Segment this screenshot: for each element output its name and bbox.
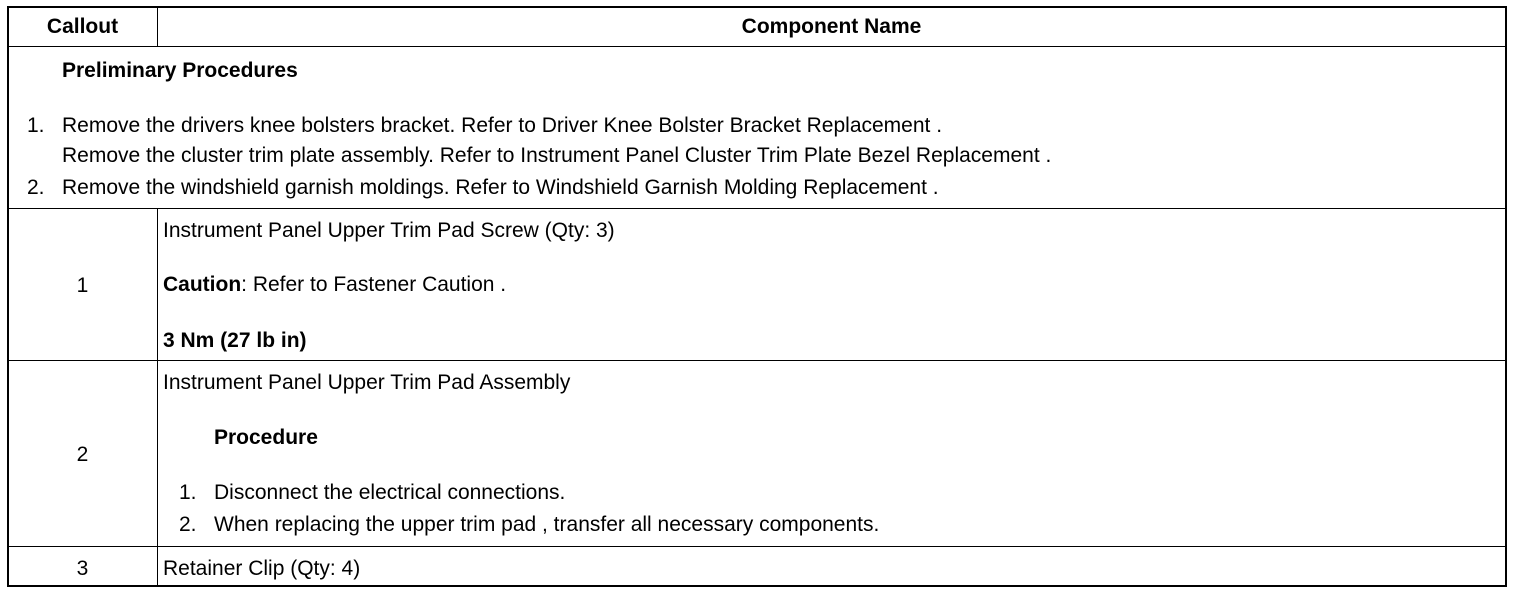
preliminary-step-1-line-2: Remove the cluster trim plate assembly. Refer to Instrument Panel Cluster Trim Plate Bezel Replacement . [62,144,1052,167]
header-divider [7,46,1507,47]
preliminary-step-1-number: 1. [27,114,45,137]
preliminary-step-2-number: 2. [27,176,45,199]
row-2-divider [7,546,1507,547]
preliminary-step-2-line-1: Remove the windshield garnish moldings. Refer to Windshield Garnish Molding Replacement . [62,176,939,199]
row-2-procedure-title: Procedure [214,426,318,449]
preliminary-step-1-line-1: Remove the drivers knee bolsters bracket. Refer to Driver Knee Bolster Bracket Replacement . [62,114,943,137]
row-1-divider [7,360,1507,361]
row-1-component-name: Instrument Panel Upper Trim Pad Screw (Qty: 3) [163,219,615,242]
row-1-callout: 1 [76,274,89,297]
row-2-component-name: Instrument Panel Upper Trim Pad Assembly [163,371,571,394]
preliminary-divider [7,208,1507,209]
row-2-step-1-text: Disconnect the electrical connections. [214,481,566,504]
row-2-step-1-number: 1. [179,481,197,504]
header-component-name: Component Name [741,15,922,38]
row-1-caution [163,273,506,297]
caution-text: : Refer to Fastener Caution . [241,273,507,296]
column-divider-body [157,208,158,587]
row-2-step-2-text: When replacing the upper trim pad , transfer all necessary components. [214,513,880,536]
row-3-callout: 3 [76,557,89,580]
row-2-step-2-number: 2. [179,513,197,536]
caution-label: Caution [163,273,242,296]
preliminary-title: Preliminary Procedures [62,59,298,82]
row-1-torque: 3 Nm (27 lb in) [163,329,307,352]
row-3-component-name: Retainer Clip (Qty: 4) [163,557,361,580]
row-2-callout: 2 [76,443,89,466]
header-callout: Callout [46,15,119,38]
